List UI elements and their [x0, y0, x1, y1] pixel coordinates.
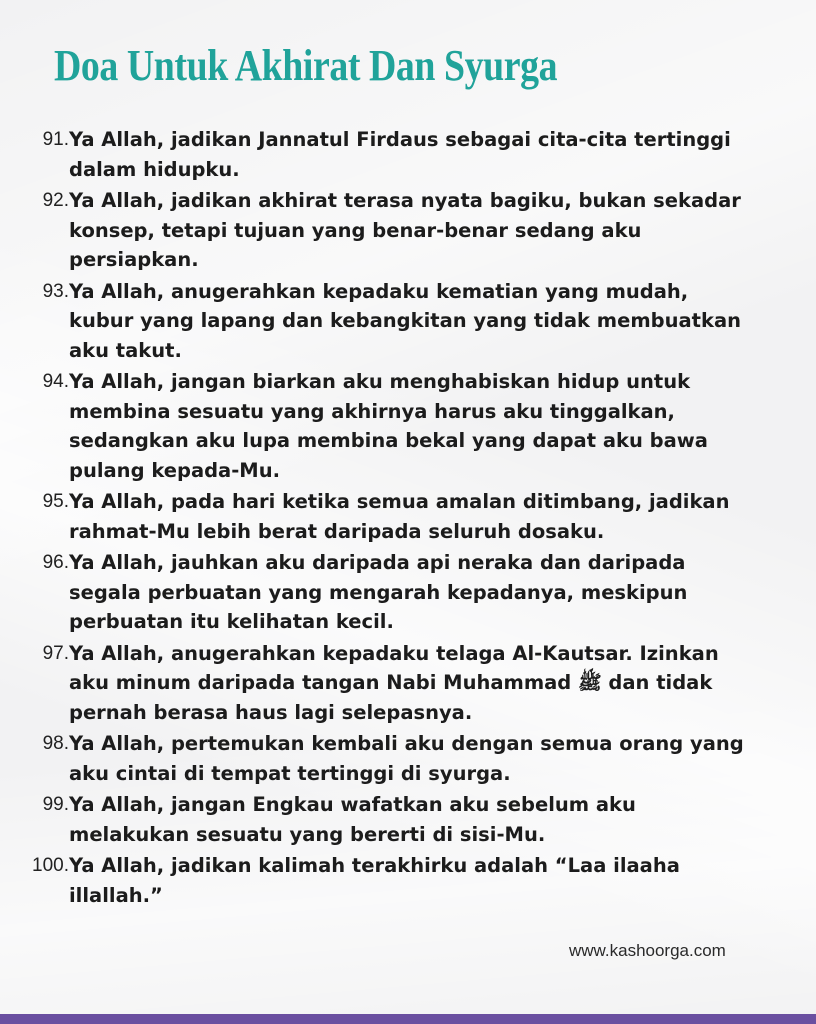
list-item [30, 367, 790, 485]
item-line: pernah berasa haus lagi selepasnya. [69, 700, 473, 724]
item-line: Ya Allah, jauhkan aku daripada api neraka dan daripada [69, 551, 686, 574]
bottom-accent-bar [0, 1014, 816, 1024]
page-title: Doa Untuk Akhirat Dan Syurga [54, 41, 558, 90]
item-text [69, 125, 790, 184]
list-item [30, 790, 790, 849]
item-line: Ya Allah, anugerahkan kepadaku telaga Al-Kautsar. Izinkan [69, 641, 719, 665]
list-item [30, 729, 790, 788]
item-line: membina sesuatu yang akhirnya harus aku tinggalkan, [69, 399, 675, 423]
item-line: dalam hidupku. [69, 157, 240, 181]
item-line: Ya Allah, jangan biarkan aku menghabiskan hidup untuk [69, 370, 691, 393]
item-text [69, 487, 790, 546]
item-line: persiapkan. [69, 248, 199, 271]
item-number: 96. [42, 552, 69, 573]
item-text [69, 729, 790, 788]
list-item [30, 548, 790, 637]
item-number: 94. [42, 371, 69, 392]
item-line: Ya Allah, jadikan Jannatul Firdaus sebagai cita-cita tertinggi [69, 128, 731, 151]
item-line: Ya Allah, anugerahkan kepadaku kematian yang mudah, [69, 279, 689, 303]
item-number: 97. [42, 642, 69, 664]
item-number: 93. [42, 280, 69, 302]
item-line: Ya Allah, pertemukan kembali aku dengan semua orang yang [69, 732, 744, 755]
item-line: segala perbuatan yang mengarah kepadanya, meskipun [69, 580, 688, 604]
item-text [69, 548, 790, 637]
item-line: aku minum daripada tangan Nabi Muhammad ﷺ dan tidak [69, 671, 713, 694]
item-line: konsep, tetapi tujuan yang benar-benar sedang aku [69, 218, 642, 242]
website-link[interactable]: www.kashoorga.com [569, 941, 726, 960]
item-line: rahmat-Mu lebih berat daripada seluruh dosaku. [69, 519, 605, 543]
item-line: kubur yang lapang dan kebangkitan yang tidak membuatkan [69, 309, 741, 332]
list-item [30, 851, 790, 910]
item-line: Ya Allah, jadikan kalimah terakhirku adalah “Laa ilaaha [69, 854, 680, 877]
item-line: aku cintai di tempat tertinggi di syurga. [69, 761, 511, 785]
item-text [69, 639, 790, 728]
prayer-list [30, 125, 790, 912]
item-line: pulang kepada-Mu. [69, 458, 281, 482]
item-text [69, 367, 790, 485]
list-item [30, 487, 790, 546]
list-item [30, 277, 790, 366]
item-line: aku takut. [69, 338, 182, 362]
list-item [30, 639, 790, 728]
item-number: 100. [32, 855, 69, 876]
item-line: sedangkan aku lupa membina bekal yang dapat aku bawa [69, 429, 708, 452]
item-line: Ya Allah, jangan Engkau wafatkan aku sebelum aku [69, 793, 636, 816]
item-text [69, 277, 790, 366]
item-text [69, 851, 790, 910]
item-line: Ya Allah, pada hari ketika semua amalan ditimbang, jadikan [69, 490, 730, 513]
item-number: 92. [42, 190, 69, 211]
item-text [69, 790, 790, 849]
item-number: 99. [42, 794, 69, 815]
item-number: 91. [42, 129, 69, 150]
list-item [30, 186, 790, 275]
item-line: melakukan sesuatu yang bererti di sisi-Mu. [69, 822, 546, 846]
item-number: 98. [42, 733, 69, 754]
item-line: illallah.” [69, 883, 163, 907]
list-item [30, 125, 790, 184]
item-text [69, 186, 790, 275]
item-line: Ya Allah, jadikan akhirat terasa nyata bagiku, bukan sekadar [69, 189, 741, 212]
item-number: 95. [42, 491, 69, 512]
item-line: perbuatan itu kelihatan kecil. [69, 610, 394, 633]
